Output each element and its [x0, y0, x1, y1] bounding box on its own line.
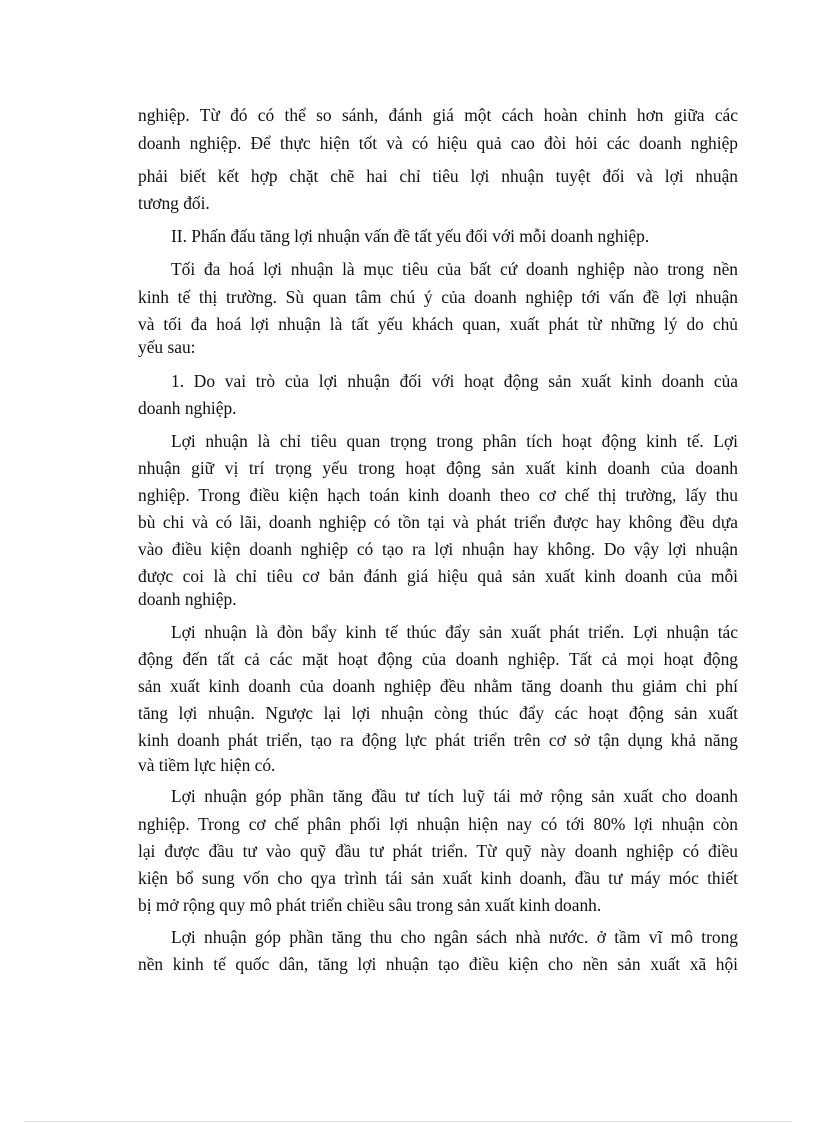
text-line: phải biết kết hợp chặt chẽ hai chỉ tiêu lợi nhuận tuyệt đối và lợi nhuận [138, 166, 738, 186]
text-line: vào điều kiện doanh nghiệp có tạo ra lợi nhuận hay không. Do vậy lợi nhuận [138, 539, 738, 559]
text-line: nghiệp. Trong cơ chế phân phối lợi nhuận hiện nay có tới 80% lợi nhuận còn [138, 814, 738, 834]
text-line: kinh tế thị trường. Sù quan tâm chú ý của doanh nghiệp tới vấn đề lợi nhuận [138, 287, 738, 307]
text-line: kinh doanh phát triển, tạo ra động lực phát triển trên cơ sở tận dụng khả năng [138, 730, 738, 750]
text-line: Tối đa hoá lợi nhuận là mục tiêu của bất cứ doanh nghiệp nào trong nền [171, 259, 738, 279]
text-line: nghiệp. Từ đó có thể so sánh, đánh giá một cách hoàn chỉnh hơn giữa các [138, 105, 738, 125]
text-line: Lợi nhuận là chỉ tiêu quan trọng trong phân tích hoạt động kinh tế. Lợi [171, 431, 738, 451]
text-line: và tối đa hoá lợi nhuận là tất yếu khách quan, xuất phát từ những lý do chủ [138, 314, 738, 334]
text-line: động đến tất cả các mặt hoạt động của doanh nghiệp. Tất cả mọi hoạt động [138, 649, 738, 669]
text-line: lại được đầu tư vào quỹ đầu tư phát triển. Từ quỹ này doanh nghiệp có điều [138, 841, 738, 861]
text-line: doanh nghiệp. [138, 398, 237, 418]
text-line: nền kinh tế quốc dân, tăng lợi nhuận tạo điều kiện cho nền sản xuất xã hội [138, 954, 738, 974]
subsection-heading: 1. Do vai trò của lợi nhuận đối với hoạt động sản xuất kinh doanh của [171, 371, 738, 391]
text-line: Lợi nhuận là đòn bẩy kinh tế thúc đẩy sản xuất phát triển. Lợi nhuận tác [171, 622, 738, 642]
text-line: tăng lợi nhuận. Ngược lại lợi nhuận còng thúc đẩy các hoạt động sản xuất [138, 703, 738, 723]
text-line: tương đối. [138, 193, 210, 213]
text-line: được coi là chỉ tiêu cơ bản đánh giá hiệu quả sản xuất kinh doanh của mỗi [138, 566, 738, 586]
text-line: yếu sau: [138, 337, 196, 357]
text-line: bị mở rộng quy mô phát triển chiều sâu trong sản xuất kinh doanh. [138, 895, 602, 915]
text-line: Lợi nhuận góp phần tăng thu cho ngân sách nhà nước. ở tầm vĩ mô trong [171, 927, 738, 947]
section-heading: II. Phấn đấu tăng lợi nhuận vấn đề tất yếu đối với mỗi doanh nghiệp. [171, 226, 650, 246]
text-line: Lợi nhuận góp phần tăng đầu tư tích luỹ tái mở rộng sản xuất cho doanh [171, 786, 738, 806]
text-line: nhuận giữ vị trí trọng yếu trong hoạt động sản xuất kinh doanh của doanh [138, 458, 738, 478]
text-line: nghiệp. Trong điều kiện hạch toán kinh doanh theo cơ chế thị trường, lấy thu [138, 485, 738, 505]
text-line: doanh nghiệp. [138, 589, 237, 609]
text-line: doanh nghiệp. Để thực hiện tốt và có hiệu quả cao đòi hỏi các doanh nghiệp [138, 133, 738, 153]
page-bottom-divider [24, 1121, 792, 1122]
text-line: bù chi và có lãi, doanh nghiệp có tồn tại và phát triển được hay không đều dựa [138, 512, 738, 532]
text-line: và tiềm lực hiện có. [138, 755, 276, 775]
text-line: kiện bổ sung vốn cho qya trình tái sản xuất kinh doanh, đầu tư máy móc thiết [138, 868, 738, 888]
text-line: sản xuất kinh doanh của doanh nghiệp đều nhằm tăng doanh thu giảm chi phí [138, 676, 738, 696]
